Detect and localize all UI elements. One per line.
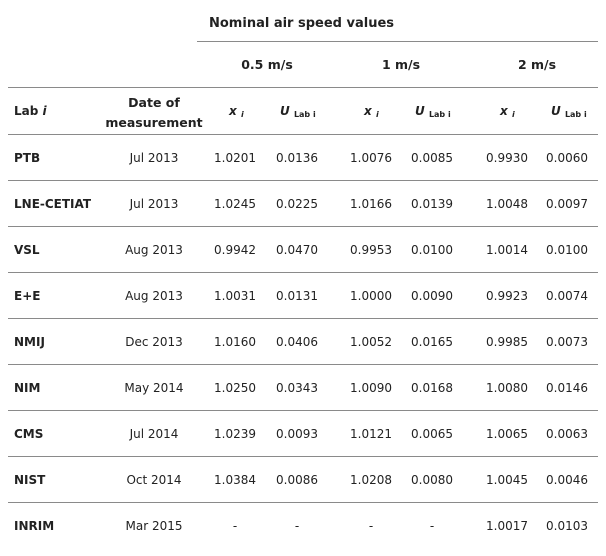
x-subscript: i — [375, 110, 379, 119]
u-value: 0.0165 — [411, 335, 453, 349]
x-value: 1.0080 — [486, 381, 528, 395]
x-value: 1.0121 — [350, 427, 392, 441]
u-value: 0.0100 — [546, 243, 588, 257]
u-value: 0.0046 — [546, 473, 588, 487]
x-value: 1.0000 — [350, 289, 392, 303]
x-value: 1.0166 — [350, 197, 392, 211]
lab-name: NIST — [14, 473, 46, 487]
measurement-date: Jul 2014 — [129, 427, 179, 441]
u-header-2 — [551, 104, 587, 118]
x-value: 0.9942 — [214, 243, 256, 257]
speed-header-2: 2 m/s — [517, 57, 557, 72]
measurement-date: Aug 2013 — [125, 289, 183, 303]
lab-name: VSL — [14, 243, 40, 257]
x-value: 1.0239 — [214, 427, 256, 441]
x-value: 1.0384 — [214, 473, 256, 487]
x-subscript: i — [240, 110, 244, 119]
u-value: 0.0060 — [546, 151, 588, 165]
u-value: - — [294, 519, 300, 533]
measurement-date: Jul 2013 — [129, 151, 179, 165]
table-row — [0, 503, 606, 549]
u-header-1 — [415, 104, 451, 118]
x-value: 1.0160 — [214, 335, 256, 349]
x-value: - — [232, 519, 238, 533]
x-value: 1.0250 — [214, 381, 256, 395]
x-value: 1.0065 — [486, 427, 528, 441]
u-value: 0.0146 — [546, 381, 588, 395]
table-row — [0, 365, 606, 411]
u-value: - — [429, 519, 435, 533]
u-value: 0.0093 — [276, 427, 318, 441]
table-row — [0, 273, 606, 319]
x-value: 1.0090 — [350, 381, 392, 395]
date-header-line1: Date of — [128, 95, 180, 110]
u-value: 0.0470 — [276, 243, 318, 257]
lab-name: NMIJ — [14, 335, 45, 349]
u-value: 0.0168 — [411, 381, 453, 395]
u-value: 0.0100 — [411, 243, 453, 257]
lab-name: CMS — [14, 427, 44, 441]
speed-header-0-5: 0.5 m/s — [241, 57, 293, 72]
x-value: 0.9953 — [350, 243, 392, 257]
lab-name: E+E — [14, 289, 41, 303]
u-subscript: Lab i — [428, 110, 451, 119]
x-value: 0.9923 — [486, 289, 528, 303]
lab-name: NIM — [14, 381, 41, 395]
table-row — [0, 457, 606, 503]
lab-header — [14, 104, 47, 118]
x-header-0-5 — [229, 104, 244, 118]
table-row — [0, 319, 606, 365]
x-value: 1.0052 — [350, 335, 392, 349]
x-value: 1.0014 — [486, 243, 528, 257]
table-row — [0, 181, 606, 227]
measurement-date: Aug 2013 — [125, 243, 183, 257]
u-symbol: U — [551, 104, 561, 118]
u-subscript: Lab i — [564, 110, 587, 119]
x-value: 1.0201 — [214, 151, 256, 165]
u-value: 0.0086 — [276, 473, 318, 487]
x-value: 1.0017 — [486, 519, 528, 533]
measurement-date: Dec 2013 — [125, 335, 183, 349]
x-symbol: x — [229, 104, 237, 118]
u-value: 0.0080 — [411, 473, 453, 487]
u-value: 0.0065 — [411, 427, 453, 441]
x-value: 1.0031 — [214, 289, 256, 303]
x-subscript: i — [511, 110, 515, 119]
u-value: 0.0139 — [411, 197, 453, 211]
u-value: 0.0097 — [546, 197, 588, 211]
x-symbol: x — [364, 104, 372, 118]
x-value: 0.9985 — [486, 335, 528, 349]
date-header-line2: measurement — [105, 115, 203, 130]
lab-header-index: i — [42, 104, 47, 118]
u-symbol: U — [415, 104, 425, 118]
lab-name: LNE-CETIAT — [14, 197, 92, 211]
lab-name: PTB — [14, 151, 41, 165]
x-value: 1.0048 — [486, 197, 528, 211]
u-value: 0.0136 — [276, 151, 318, 165]
u-header-0-5 — [280, 104, 316, 118]
u-value: 0.0074 — [546, 289, 588, 303]
u-value: 0.0131 — [276, 289, 318, 303]
x-value: 1.0208 — [350, 473, 392, 487]
u-value: 0.0085 — [411, 151, 453, 165]
u-symbol: U — [280, 104, 290, 118]
speed-header-1: 1 m/s — [381, 57, 421, 72]
x-value: 1.0245 — [214, 197, 256, 211]
u-value: 0.0406 — [276, 335, 318, 349]
table-row — [0, 135, 606, 181]
u-value: 0.0103 — [546, 519, 588, 533]
lab-name: INRIM — [14, 519, 55, 533]
u-value: 0.0225 — [276, 197, 318, 211]
u-value: 0.0090 — [411, 289, 453, 303]
measurement-date: May 2014 — [124, 381, 184, 395]
x-header-2 — [500, 104, 515, 118]
lab-header-text: Lab — [14, 104, 39, 118]
u-value: 0.0343 — [276, 381, 318, 395]
u-value: 0.0073 — [546, 335, 588, 349]
title-rule — [197, 41, 598, 42]
measurement-date: Mar 2015 — [125, 519, 183, 533]
measurement-date: Jul 2013 — [129, 197, 179, 211]
x-value: 1.0045 — [486, 473, 528, 487]
u-value: 0.0063 — [546, 427, 588, 441]
x-symbol: x — [500, 104, 508, 118]
date-header — [100, 93, 208, 133]
measurement-date: Oct 2014 — [126, 473, 182, 487]
u-subscript: Lab i — [293, 110, 316, 119]
x-value: 1.0076 — [350, 151, 392, 165]
table-row — [0, 227, 606, 273]
speed-rule — [8, 87, 598, 88]
table-row — [0, 411, 606, 457]
nominal-speed-title: Nominal air speed values — [209, 16, 395, 31]
x-value: - — [368, 519, 374, 533]
x-value: 0.9930 — [486, 151, 528, 165]
x-header-1 — [364, 104, 379, 118]
